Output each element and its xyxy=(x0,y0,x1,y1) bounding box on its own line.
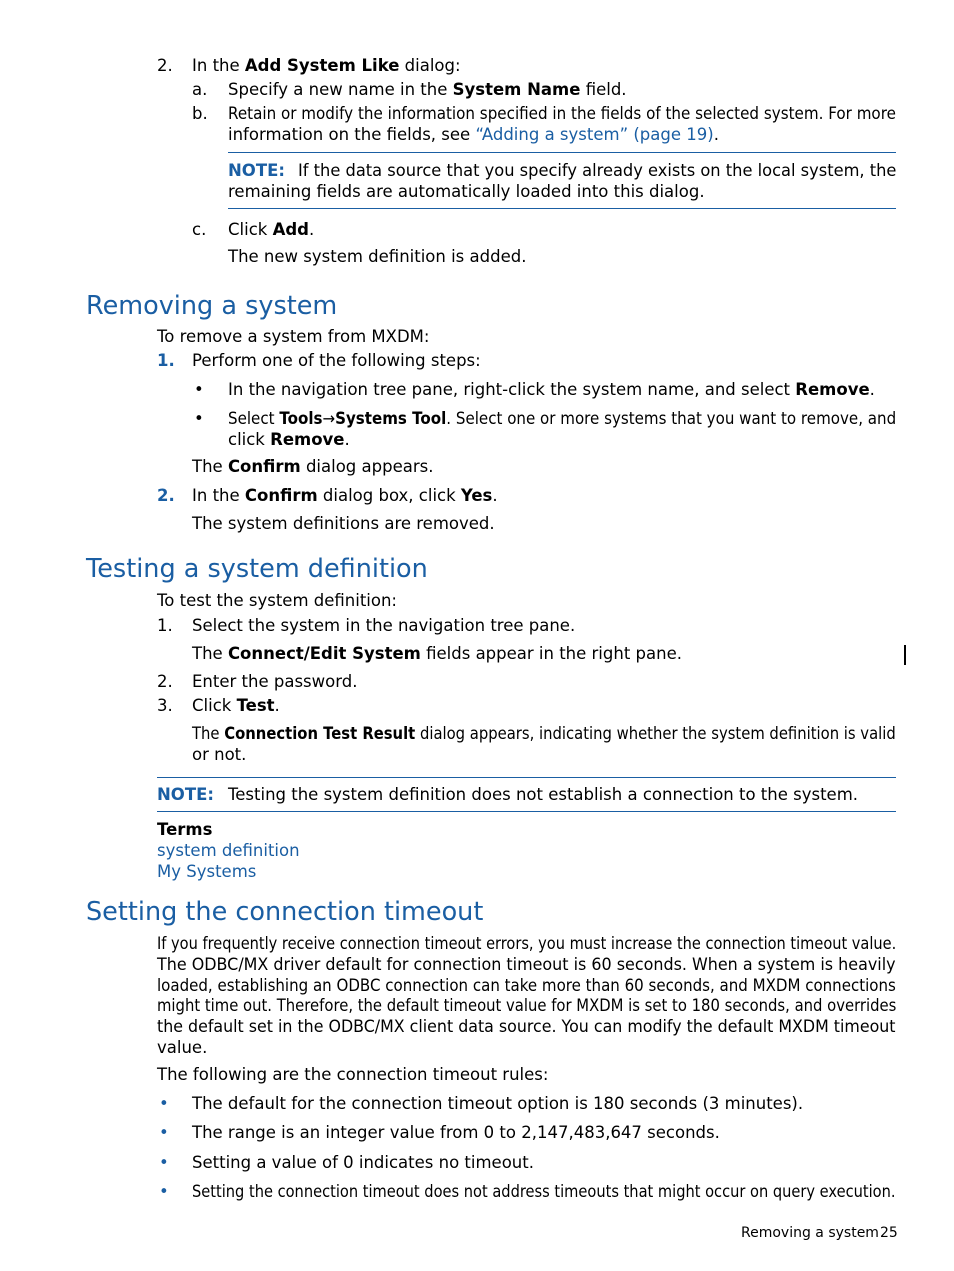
paragraph-line: might time out. Therefore, the default timeout value for MXDM is set to 180 seconds, and overrides xyxy=(157,996,897,1015)
bullet-dot: • xyxy=(159,1094,169,1113)
bullet-text: The default for the connection timeout option is 180 seconds (3 minutes). xyxy=(192,1094,804,1113)
section-heading-removing: Removing a system xyxy=(86,291,338,321)
change-bar xyxy=(904,645,906,665)
step-number: 2. xyxy=(157,672,173,691)
step-number: 3. xyxy=(157,696,173,715)
section-heading-testing: Testing a system definition xyxy=(86,554,428,584)
step-text: In the Confirm dialog box, click Yes. xyxy=(192,486,498,505)
footer-page-number: 25 xyxy=(880,1225,898,1241)
paragraph-line: value. xyxy=(157,1038,208,1057)
bullet-dot: • xyxy=(194,380,204,399)
note-label: NOTE: xyxy=(157,785,214,804)
step-number: 2. xyxy=(157,56,173,75)
bullet-text-cont: click Remove. xyxy=(228,430,350,449)
step-result: The Connection Test Result dialog appears, indicating whether the system definition is valid xyxy=(192,724,896,743)
term-link[interactable]: My Systems xyxy=(157,862,257,881)
note-bottom-rule xyxy=(228,208,896,209)
section-intro: To remove a system from MXDM: xyxy=(157,327,430,346)
step-number: 1. xyxy=(157,351,175,370)
step-result: The Confirm dialog appears. xyxy=(192,457,434,476)
substep-text: Specify a new name in the System Name field. xyxy=(228,80,627,99)
substep-letter: b. xyxy=(192,104,208,123)
note-text-cont: remaining fields are automatically loaded into this dialog. xyxy=(228,182,705,201)
bullet-text: In the navigation tree pane, right-click the system name, and select Remove. xyxy=(228,380,875,399)
section-heading-timeout: Setting the connection timeout xyxy=(86,897,484,927)
bullet-dot: • xyxy=(159,1123,169,1142)
substep-letter: c. xyxy=(192,220,207,239)
bullet-dot: • xyxy=(194,409,204,428)
paragraph-line: If you frequently receive connection timeout errors, you must increase the connection timeout value. xyxy=(157,934,897,953)
step-text: In the Add System Like dialog: xyxy=(192,56,461,75)
cross-reference-link[interactable]: “Adding a system” (page 19) xyxy=(475,125,714,144)
note-text: Testing the system definition does not establish a connection to the system. xyxy=(228,785,859,804)
bullet-text: Setting a value of 0 indicates no timeout. xyxy=(192,1153,534,1172)
note-bottom-rule xyxy=(157,811,896,812)
paragraph-line: loaded, establishing an ODBC connection can take more than 60 seconds, and MXDM connections xyxy=(157,976,896,995)
bullet-text: Select Tools→Systems Tool. Select one or more systems that you want to remove, and xyxy=(228,409,897,428)
substep-text: Retain or modify the information specified in the fields of the selected system. For more xyxy=(228,104,896,123)
note-text: If the data source that you specify already exists on the local system, the xyxy=(298,161,897,180)
step-result: The Connect/Edit System fields appear in the right pane. xyxy=(192,644,682,663)
step-text: Click Test. xyxy=(192,696,280,715)
paragraph-line: the default set in the ODBC/MX client data source. You can modify the default MXDM timeout xyxy=(157,1017,896,1036)
step-number: 2. xyxy=(157,486,175,505)
step-result: The system definitions are removed. xyxy=(192,514,495,533)
step-number: 1. xyxy=(157,616,173,635)
term-link[interactable]: system definition xyxy=(157,841,300,860)
bullet-dot: • xyxy=(159,1153,169,1172)
substep-text: Click Add. xyxy=(228,220,315,239)
note-top-rule xyxy=(228,152,896,153)
step-text: Enter the password. xyxy=(192,672,358,691)
note-top-rule xyxy=(157,777,896,778)
step-result-cont: or not. xyxy=(192,745,247,764)
terms-label: Terms xyxy=(157,820,213,839)
substep-letter: a. xyxy=(192,80,208,99)
section-intro: To test the system definition: xyxy=(157,591,397,610)
bullet-text: The range is an integer value from 0 to 2,147,483,647 seconds. xyxy=(192,1123,720,1142)
paragraph-line: The ODBC/MX driver default for connection timeout is 60 seconds. When a system is heavily xyxy=(157,955,896,974)
bullet-dot: • xyxy=(159,1182,169,1201)
step-text: Select the system in the navigation tree pane. xyxy=(192,616,576,635)
bullet-text: Setting the connection timeout does not address timeouts that might occur on query execution. xyxy=(192,1182,896,1201)
step-text: Perform one of the following steps: xyxy=(192,351,481,370)
footer-section-title: Removing a system xyxy=(741,1225,879,1241)
substep-text-cont: information on the fields, see “Adding a system” (page 19). xyxy=(228,125,719,144)
rules-intro: The following are the connection timeout rules: xyxy=(157,1065,549,1084)
note-label: NOTE: xyxy=(228,161,285,180)
step-result: The new system definition is added. xyxy=(228,247,527,266)
